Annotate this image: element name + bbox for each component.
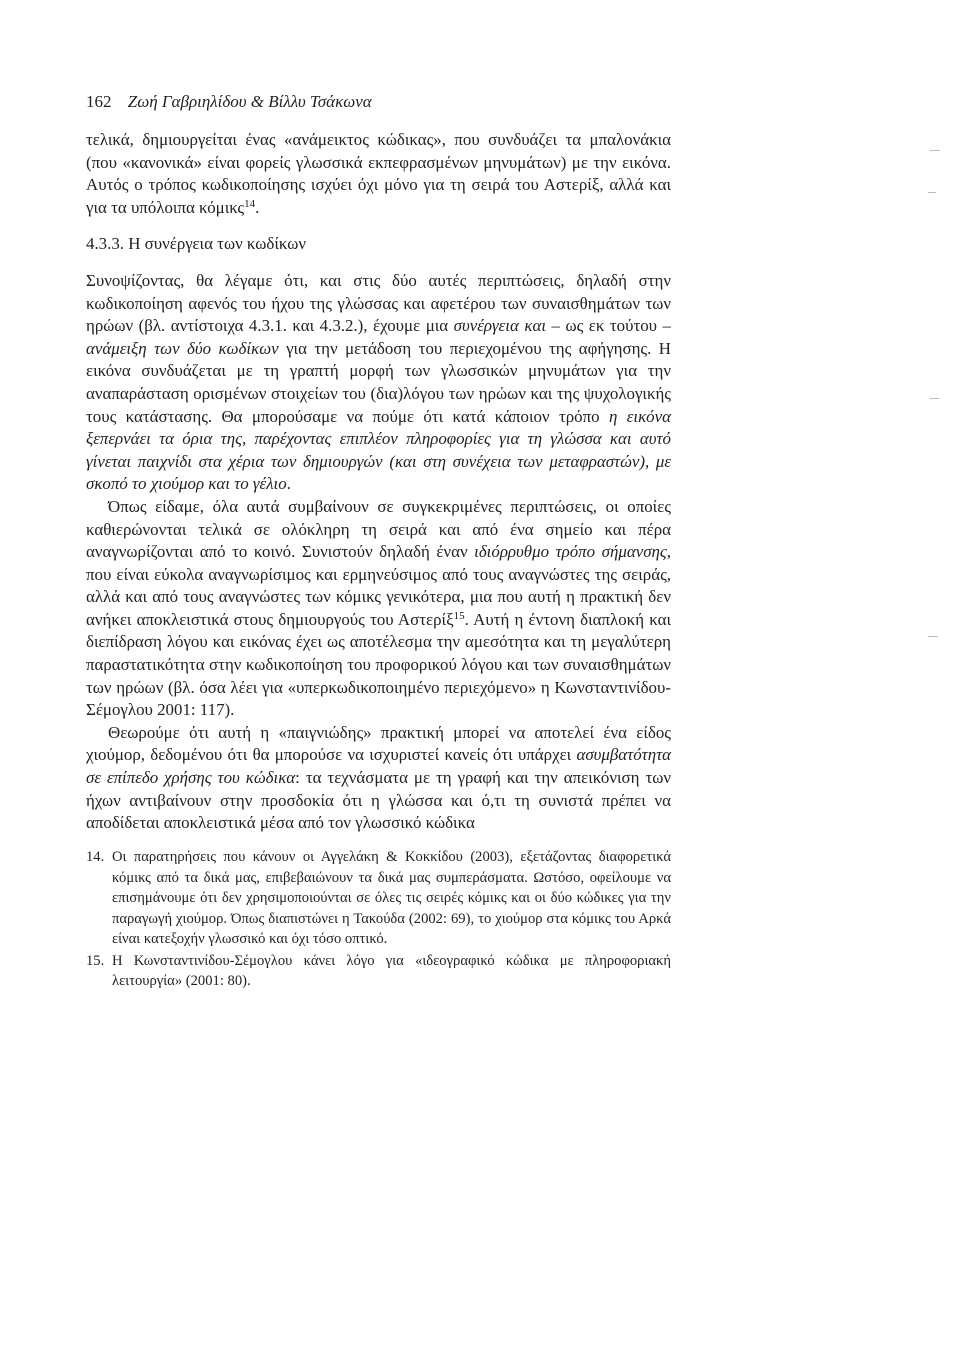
page-number: 162 [86, 92, 112, 111]
running-header-authors: Ζωή Γαβριηλίδου & Βίλλυ Τσάκωνα [127, 92, 372, 111]
text-run: . Αυτή η έντονη διαπλοκή και διεπίδραση λόγου και εικόνας έχει ως αποτέλεσμα την αμεσότητα και τη μεγαλύτερη παραστατικότητα στην κωδικοποίηση του προφορικού λόγου και των συναισθημάτων των ηρώων (βλ. όσα λέει για «υπερκωδικοποιημένο περιεχόμενο» η Κωνσταντινίδου-Σέμογλου 2001: 117). [86, 609, 671, 720]
text-run: Όπως είδαμε, όλα αυτά συμβαίνουν σε συγκεκριμένες περιπτώσεις, οι οποίες καθιερώνονται τελικά σε ολόκληρη τη σειρά και από ένα σημείο και πέρα αναγνωρίζονται από το κοινό. Συνιστούν δηλαδή έναν [86, 496, 671, 562]
footnote-14 [86, 847, 671, 950]
paragraph-3 [86, 722, 671, 835]
emphasis: ανάμειξη των δύο κωδίκων [86, 338, 279, 358]
footnote-15 [86, 951, 671, 992]
text-run: για την μετάδοση του περιεχομένου της αφήγησης. Η εικόνα συνδυάζεται με τη γραπτή μορφή των γλωσσικών μηνυμάτων για την αναπαράσταση ορισμένων στοιχείων του (δια)λόγου των ηρώων και της ψυχολογικής τους κατάστασης. Θα μπορούσαμε να πούμε ότι κατά κάποιον τρόπο [86, 338, 671, 426]
main-text [86, 129, 671, 835]
paragraph-2 [86, 496, 671, 722]
intro-paragraph [86, 129, 671, 219]
scan-edge-mark [930, 398, 939, 399]
text-run: Θεωρούμε ότι αυτή η «παιγνιώδης» πρακτική μπορεί να αποτελεί ένα είδος χιούμορ, δεδομένου ότι θα μπορούσε να ισχυριστεί κανείς ότι υπάρχει [86, 722, 671, 765]
scan-edge-mark [928, 636, 938, 637]
text-run: . [286, 474, 291, 494]
emphasis: ασυμβατότητα σε επίπεδο χρήσης του κώδικα [86, 745, 671, 788]
emphasis: ιδιόρρυθμο τρόπο σήμανσης [474, 542, 667, 562]
text-run: – ως εκ τούτου – [546, 316, 671, 336]
scan-edge-mark [928, 192, 936, 193]
text-run: τελικά, δημιουργείται ένας «ανάμεικτος κώδικας», που συνδυάζει τα μπαλονάκια (που «κανονικά» είναι φορείς γλωσσικά εκπεφρασμένων μηνυμάτων) με την εικόνα. Αυτός ο τρόπος κωδικοποίησης ισχύει όχι μόνο για τη σειρά του Αστερίξ, αλλά και για τα υπόλοιπα κόμικς [86, 130, 671, 217]
footnote-text: Η Κωνσταντινίδου-Σέμογλου κάνει λόγο για «ιδεογραφικό κώδικα με πληροφοριακή λειτουργία» (2001: 80). [112, 952, 671, 989]
emphasis: η εικόνα ξεπερνάει τα όρια της, παρέχοντας επιπλέον πληροφορίες για τη γλώσσα και αυτό γίνεται παιχνίδι στα χέρια των δημιουργών (και στη συνέχεια των μεταφραστών), με σκοπό το χιούμορ και το γέλιο [86, 406, 671, 494]
paragraph-1 [86, 270, 671, 496]
text-run: Συνοψίζοντας, θα λέγαμε ότι, και στις δύο αυτές περιπτώσεις, δηλαδή στην κωδικοποίηση αφενός του ήχου της γλώσσας και αφετέρου των συναισθημάτων των ηρώων (βλ. αντίστοιχα 4.3.1. και 4.3.2.), έχουμε μια [86, 270, 671, 336]
section-heading: 4.3.3. Η συνέργεια των κωδίκων [86, 234, 307, 254]
scan-edge-mark [930, 150, 940, 151]
text-run: , που είναι εύκολα αναγνωρίσιμος και ερμηνεύσιμος από τους αναγνώστες της σειράς, αλλά και από τους αναγνώστες των κόμικς γενικότερα, μια που αυτή η πρακτική δεν ανήκει αποκλειστικά στους δημιουργούς του Αστερίξ [86, 542, 671, 629]
footnote-text: Οι παρατηρήσεις που κάνουν οι Αγγελάκη & Κοκκίδου (2003), εξετάζοντας διαφορετικά κόμικς από τα δικά μας, επιβεβαιώνουν τα δικά μας συμπεράσματα. Ωστόσο, οφείλουμε να επισημάνουμε ότι δεν χρησιμοποιούνται σε όλες τις σειρές κόμικς και οι δύο κώδικες για την παραγωγή χιούμορ. Όπως διαπιστώνει η Τακούδα (2002: 69), το χιούμορ στα κόμικς του Αρκά είναι κατεξοχήν γλωσσικό και όχι τόσο οπτικό. [112, 849, 671, 947]
footnote-number: 15. [86, 952, 105, 969]
text-run: : τα τεχνάσματα με τη γραφή και την απεικόνιση των ήχων αντιβαίνουν στην προσδοκία ότι η γλώσσα και ό,τι τη συνιστά πρέπει να αποδίδεται αποκλειστικά μέσα από τον γλωσσικό κώδικα [86, 768, 671, 833]
emphasis: συνέργεια και [453, 316, 547, 336]
footnote-number: 14. [86, 849, 105, 865]
text-run: . [255, 197, 260, 217]
footnote-ref-14[interactable]: 14 [244, 197, 256, 210]
running-header [86, 92, 372, 112]
footnotes [86, 847, 671, 993]
footnote-ref-15[interactable]: 15 [453, 609, 465, 622]
